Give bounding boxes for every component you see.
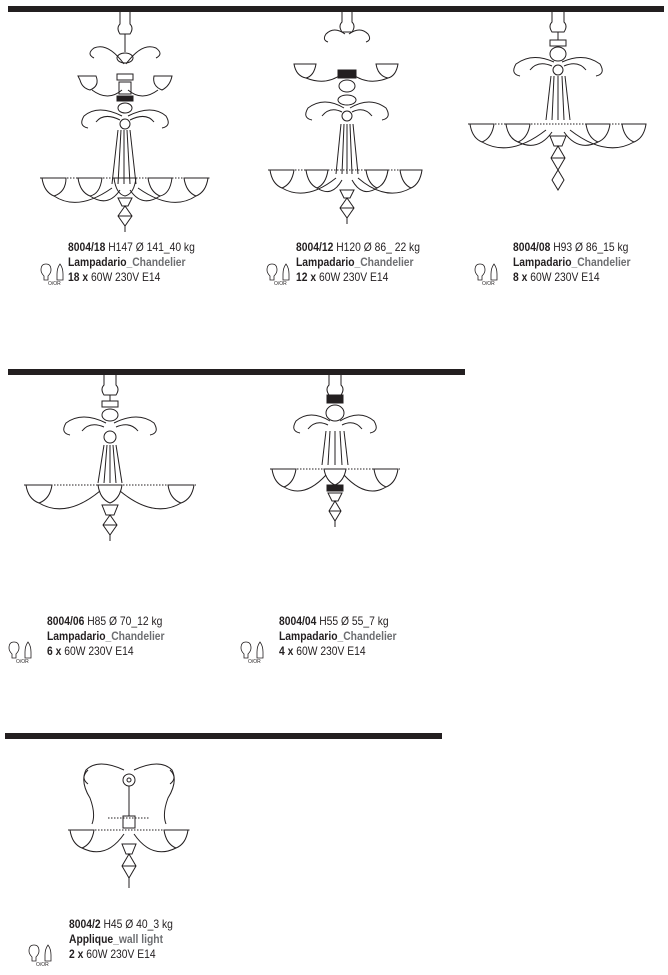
product-caption [513,240,631,285]
product-type-english: _Chandelier [337,629,397,643]
bulb-spec: 60W 230V E14 [64,644,134,658]
wall-light-drawing [66,758,192,908]
product-code: 8004/2 [69,917,101,931]
product-type-english: _wall light [113,932,164,946]
bulb-quantity: 12 x [296,270,317,284]
section-rule-bottom [5,733,442,739]
product-caption [279,614,397,659]
chandelier-drawing [268,375,402,531]
bulb-quantity: 6 x [47,644,62,658]
bulb-or-candle-icon [26,943,56,967]
chandelier-drawing [38,12,212,234]
bulb-spec: 60W 230V E14 [90,270,161,284]
bulb-or-candle-icon [238,640,268,664]
product-dimensions: H55 Ø 55_7 kg [319,614,389,628]
product-code: 8004/04 [279,614,317,628]
product-type-english: _Chandelier [354,255,414,269]
bulb-label: O/OR [482,281,495,286]
product-dimensions: H147 Ø 141_40 kg [108,240,195,254]
product-caption [68,240,195,285]
bulb-or-candle-icon [6,640,36,664]
product-dimensions: H93 Ø 86_15 kg [553,240,629,254]
bulb-or-candle-icon [472,262,502,286]
product-caption [69,917,173,962]
bulb-spec: 60W 230V E14 [318,270,389,284]
product-caption [296,240,420,285]
product-dimensions: H85 Ø 70_12 kg [87,614,163,628]
product-type: Lampadario [68,255,127,269]
bulb-or-candle-icon [264,262,294,286]
bulb-spec: 60W 230V E14 [86,947,156,961]
bulb-quantity: 4 x [279,644,294,658]
chandelier-drawing [22,375,198,545]
product-type-english: _Chandelier [126,255,186,269]
bulb-label: O/OR [274,281,287,286]
product-type: Lampadario [513,255,572,269]
bulb-quantity: 8 x [513,270,528,284]
product-type: Lampadario [47,629,106,643]
product-code: 8004/06 [47,614,85,628]
product-type-english: _Chandelier [105,629,165,643]
bulb-spec: 60W 230V E14 [530,270,600,284]
product-type: Applique [69,932,114,946]
product-type-english: _Chandelier [571,255,631,269]
product-caption [47,614,165,659]
product-code: 8004/08 [513,240,551,254]
bulb-label: O/OR [36,962,49,967]
bulb-quantity: 18 x [68,270,89,284]
bulb-spec: 60W 230V E14 [296,644,366,658]
bulb-label: O/OR [248,659,261,664]
product-type: Lampadario [296,255,355,269]
product-dimensions: H45 Ø 40_3 kg [103,917,173,931]
chandelier-drawing [466,12,650,198]
chandelier-drawing [266,12,426,234]
product-dimensions: H120 Ø 86_ 22 kg [336,240,420,254]
bulb-or-candle-icon [38,262,68,286]
product-type: Lampadario [279,629,338,643]
product-code: 8004/18 [68,240,106,254]
product-code: 8004/12 [296,240,334,254]
bulb-label: O/OR [16,659,29,664]
bulb-label: O/OR [48,281,61,286]
bulb-quantity: 2 x [69,947,84,961]
